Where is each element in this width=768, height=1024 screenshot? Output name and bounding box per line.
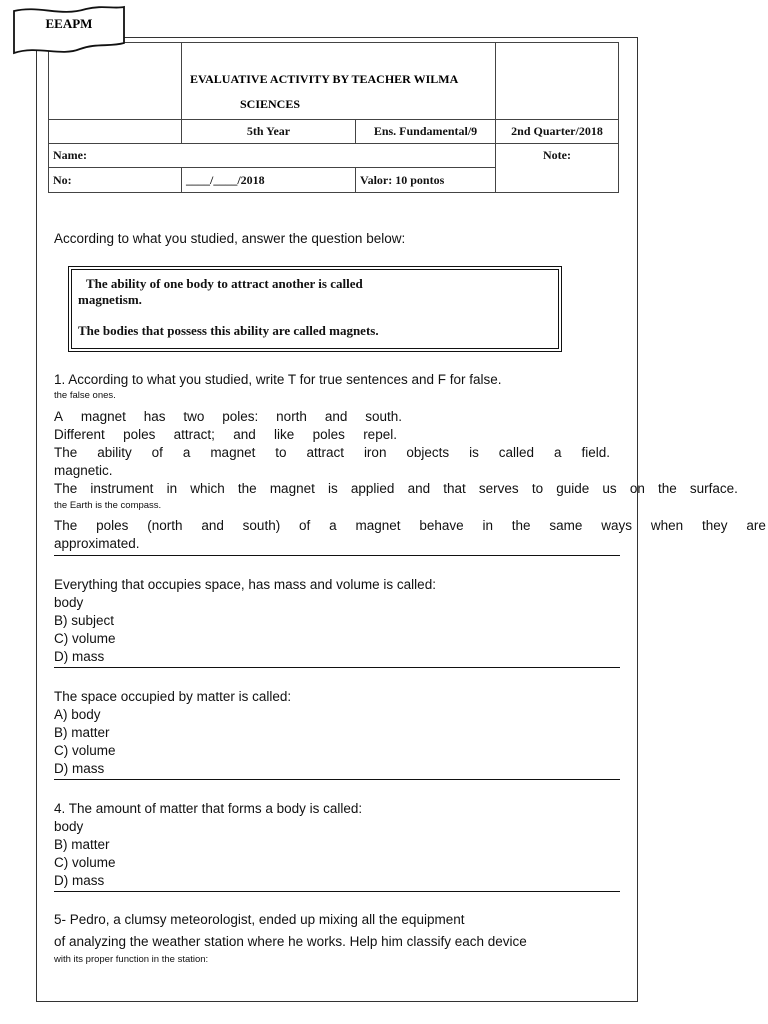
- q1-statement-3: [54, 445, 610, 460]
- q2-prompt: Everything that occupies space, has mass and volume is called:: [54, 577, 436, 592]
- word: instrument: [90, 481, 154, 496]
- q4-prompt: 4. The amount of matter that forms a body is called:: [54, 801, 363, 816]
- word: in: [482, 518, 493, 533]
- q5-line-3: with its proper function in the station:: [54, 954, 209, 965]
- q1-statement-5b: approximated.: [54, 536, 140, 551]
- blank-cell: [496, 43, 619, 120]
- word: A: [54, 409, 64, 424]
- note-field[interactable]: Note:: [496, 144, 619, 193]
- word: of: [299, 518, 311, 533]
- word: a: [329, 518, 337, 533]
- q2-option[interactable]: C) volume: [54, 631, 116, 646]
- definition-line-2: The bodies that possess this ability are called magnets.: [78, 323, 379, 338]
- word: the: [657, 481, 677, 496]
- word: poles: [123, 427, 156, 442]
- word: iron: [363, 445, 387, 460]
- word: two: [183, 409, 205, 424]
- divider: [54, 891, 620, 892]
- word: of: [151, 445, 163, 460]
- word: called: [498, 445, 535, 460]
- word: is: [469, 445, 479, 460]
- date-field[interactable]: ____/____/2018: [182, 168, 356, 193]
- word: ability: [97, 445, 132, 460]
- word: is: [327, 481, 338, 496]
- q1-statement-2: [54, 427, 397, 442]
- word: magnet: [355, 518, 401, 533]
- level-cell: Ens. Fundamental/9: [356, 120, 496, 144]
- q2-option[interactable]: body: [54, 595, 84, 610]
- q5-line-1: 5- Pedro, a clumsy meteorologist, ended up mixing all the equipment: [54, 912, 465, 927]
- word: has: [143, 409, 166, 424]
- q2-option[interactable]: B) subject: [54, 613, 115, 628]
- word: The: [54, 445, 78, 460]
- word: ways: [601, 518, 633, 533]
- word: that: [443, 481, 466, 496]
- word: and: [407, 481, 431, 496]
- word: guide: [556, 481, 590, 496]
- word: the: [237, 481, 257, 496]
- word: and: [324, 409, 348, 424]
- q3-option[interactable]: A) body: [54, 707, 101, 722]
- year-cell: 5th Year: [182, 120, 356, 144]
- word: poles: [96, 518, 129, 533]
- word: poles: [312, 427, 345, 442]
- subject-title: SCIENCES: [240, 97, 301, 111]
- q5-line-2: of analyzing the weather station where he works. Help him classify each device: [54, 934, 527, 949]
- q2-option[interactable]: D) mass: [54, 649, 105, 664]
- q4-option[interactable]: D) mass: [54, 873, 105, 888]
- number-field[interactable]: No:: [49, 168, 182, 193]
- word: magnet: [269, 481, 315, 496]
- valor-cell: Valor: 10 pontos: [356, 168, 496, 193]
- word: like: [274, 427, 295, 442]
- word: Different: [54, 427, 105, 442]
- name-field[interactable]: Name:: [49, 144, 496, 168]
- word: a: [182, 445, 191, 460]
- activity-title: EVALUATIVE ACTIVITY BY TEACHER WILMA: [190, 72, 459, 86]
- word: surface.: [689, 481, 738, 496]
- word: us: [602, 481, 617, 496]
- word: same: [549, 518, 583, 533]
- word: attract: [306, 445, 344, 460]
- word: when: [650, 518, 684, 533]
- q1-note: the false ones.: [54, 390, 116, 401]
- q1-statement-4b: the Earth is the compass.: [54, 500, 162, 511]
- word: north: [276, 409, 307, 424]
- word: The: [54, 481, 78, 496]
- word: objects: [406, 445, 450, 460]
- word: poles:: [222, 409, 259, 424]
- q1-statement-3b: magnetic.: [54, 463, 113, 478]
- word: repel.: [363, 427, 397, 442]
- definition-line-1: The ability of one body to attract another is called: [86, 276, 363, 291]
- q4-option[interactable]: body: [54, 819, 84, 834]
- divider: [54, 667, 620, 668]
- word: and: [201, 518, 224, 533]
- word: field.: [581, 445, 610, 460]
- word: (north: [147, 518, 183, 533]
- divider: [54, 779, 620, 780]
- word: to: [531, 481, 544, 496]
- divider: [54, 555, 620, 556]
- word: serves: [478, 481, 519, 496]
- word: a: [554, 445, 562, 460]
- q3-option[interactable]: B) matter: [54, 725, 110, 740]
- q1-prompt: 1. According to what you studied, write T for true sentences and F for false.: [54, 372, 502, 387]
- q1-statement-5: [54, 518, 766, 533]
- word: south.: [365, 409, 402, 424]
- word: are: [746, 518, 766, 533]
- word: they: [701, 518, 728, 533]
- empty-cell: [49, 120, 182, 144]
- definition-box: [68, 266, 562, 352]
- word: behave: [419, 518, 464, 533]
- header-table: [48, 42, 619, 193]
- quarter-cell: 2nd Quarter/2018: [496, 120, 619, 144]
- q4-option[interactable]: B) matter: [54, 837, 110, 852]
- word: magnet: [210, 445, 256, 460]
- word: magnet: [80, 409, 126, 424]
- q3-prompt: The space occupied by matter is called:: [54, 689, 292, 704]
- q3-option[interactable]: D) mass: [54, 761, 105, 776]
- word: to: [275, 445, 287, 460]
- definition-line-1b: magnetism.: [78, 292, 142, 307]
- word: The: [54, 518, 78, 533]
- word: south): [242, 518, 281, 533]
- word: on: [629, 481, 645, 496]
- word: which: [190, 481, 225, 496]
- intro-text: According to what you studied, answer the question below:: [54, 231, 406, 246]
- q4-option[interactable]: C) volume: [54, 855, 116, 870]
- q3-option[interactable]: C) volume: [54, 743, 116, 758]
- logo-text: EEAPM: [45, 16, 93, 31]
- word: in: [166, 481, 178, 496]
- word: and: [233, 427, 256, 442]
- q1-statement-4: [54, 481, 738, 496]
- word: the: [511, 518, 531, 533]
- q1-statement-1: [54, 409, 402, 424]
- word: applied: [350, 481, 395, 496]
- word: attract;: [173, 427, 215, 442]
